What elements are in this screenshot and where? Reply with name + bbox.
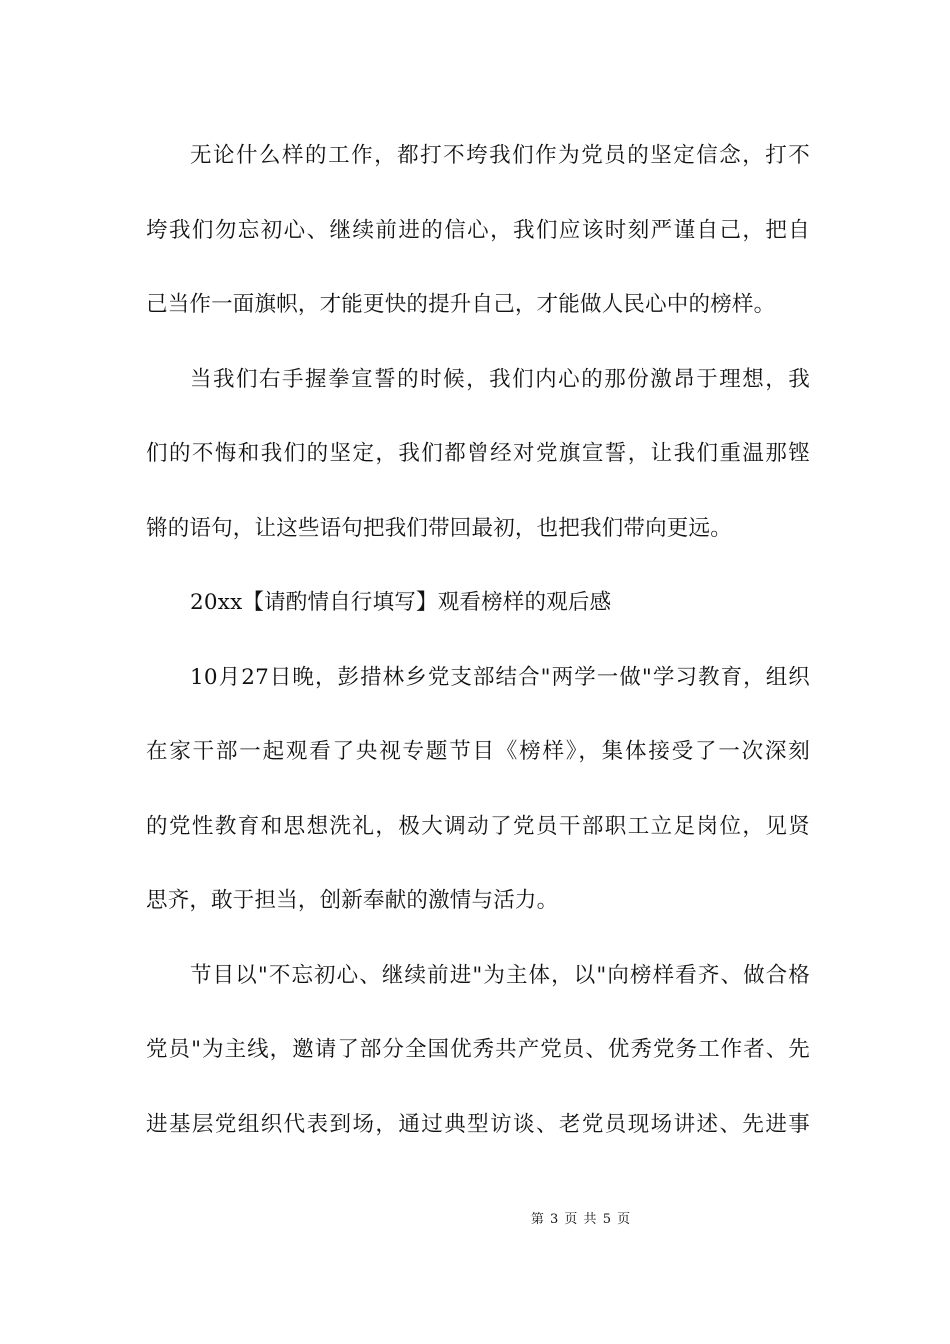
text-line: 锵的语句，让这些语句把我们带回最初，也把我们带向更远。 [146,515,732,541]
text-line: 10月27日晚，彭措林乡党支部结合"两学一做"学习教育，组织 [190,664,810,690]
section-heading: 20xx【请酌情自行填写】观看榜样的观后感 [190,590,612,615]
text-line: 思齐，敢于担当，创新奉献的激情与活力。 [146,888,559,913]
text-line: 进基层党组织代表到场，通过典型访谈、老党员现场讲述、先进事 [146,1111,810,1137]
text-line: 在家干部一起观看了央视专题节目《榜样》，集体接受了一次深刻 [146,739,810,764]
text-line: 党员"为主线，邀请了部分全国优秀共产党员、优秀党务工作者、先 [146,1037,810,1062]
text-line: 的党性教育和思想洗礼，极大调动了党员干部职工立足岗位，见贤 [146,813,810,839]
text-line: 们的不悔和我们的坚定，我们都曾经对党旗宣誓，让我们重温那铿 [146,441,810,466]
text-line: 垮我们勿忘初心、继续前进的信心，我们应该时刻严谨自己，把自 [146,217,810,243]
text-line: 当我们右手握拳宣誓的时候，我们内心的那份激昂于理想，我 [190,366,810,392]
text-line: 己当作一面旗帜，才能更快的提升自己，才能做人民心中的榜样。 [146,292,776,317]
page-number-footer: 第 3 页 共 5 页 [530,1212,632,1227]
document-body [146,134,810,1177]
text-line: 节目以"不忘初心、继续前进"为主体，以"向榜样看齐、做合格 [190,962,810,988]
text-line: 无论什么样的工作，都打不垮我们作为党员的坚定信念，打不 [190,143,810,168]
